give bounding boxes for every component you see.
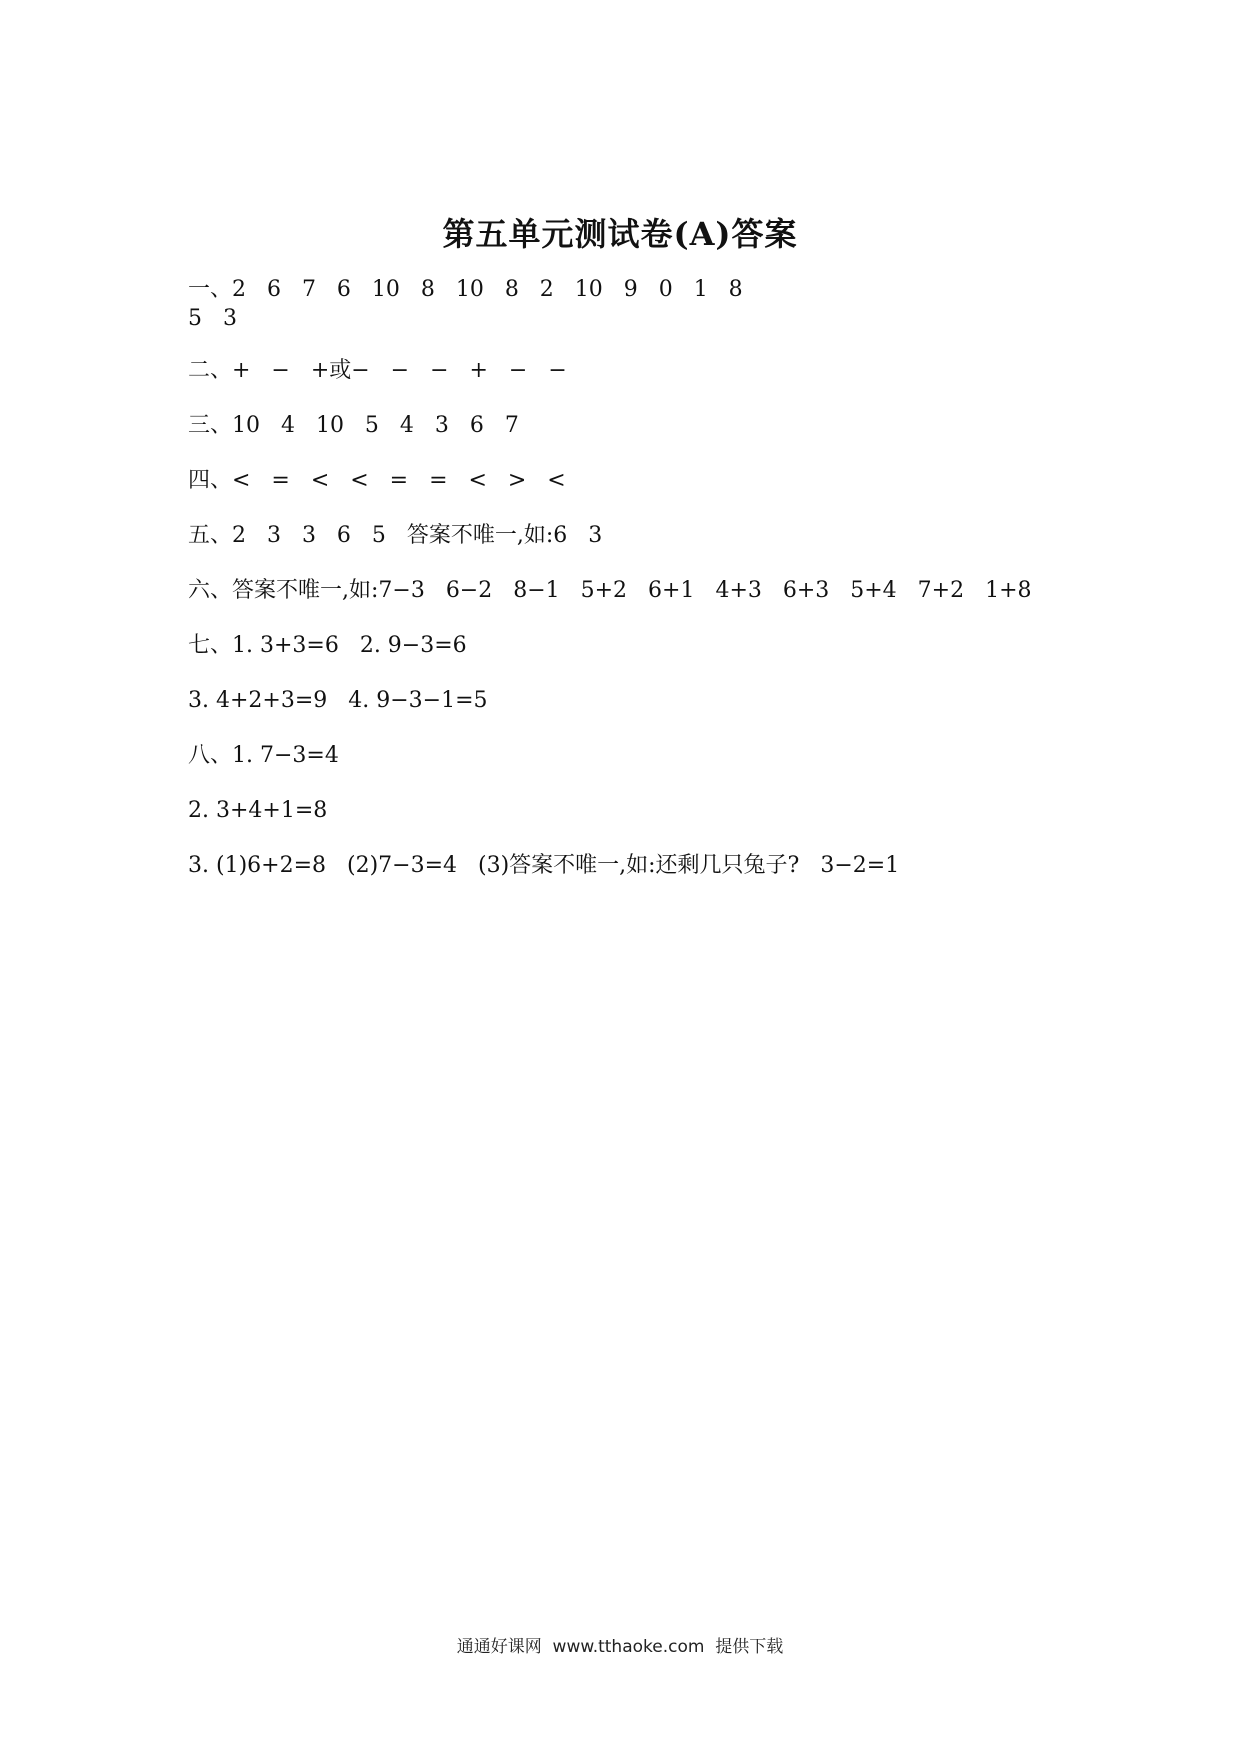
answer-line-1-continued: 5 3: [188, 306, 237, 331]
answer-line-8: 八、1. 7−3=4: [188, 743, 339, 768]
answer-line-8-part-2: 2. 3+4+1=8: [188, 798, 328, 823]
answer-line-2: 二、+ − +或− − − + − −: [188, 358, 567, 383]
page-title: 第五单元测试卷(A)答案: [442, 215, 798, 253]
answer-line-8-part-3: 3. (1)6+2=8 (2)7−3=4 (3)答案不唯一,如:还剩几只兔子? 3−2=1: [188, 853, 900, 878]
answer-line-4: 四、< = < < = = < > <: [188, 468, 566, 493]
answer-line-7: 七、1. 3+3=6 2. 9−3=6: [188, 633, 467, 658]
page-footer: 通通好课网 www.tthaoke.com 提供下载: [456, 1637, 784, 1657]
answer-line-3: 三、10 4 10 5 4 3 6 7: [188, 413, 519, 438]
answer-line-5: 五、2 3 3 6 5 答案不唯一,如:6 3: [188, 523, 603, 548]
answer-line-7-continued: 3. 4+2+3=9 4. 9−3−1=5: [188, 688, 488, 713]
answer-line-6: 六、答案不唯一,如:7−3 6−2 8−1 5+2 6+1 4+3 6+3 5+4 7+2 1+8: [188, 578, 1032, 603]
answer-line-1: 一、2 6 7 6 10 8 10 8 2 10 9 0 1 8: [188, 277, 743, 302]
